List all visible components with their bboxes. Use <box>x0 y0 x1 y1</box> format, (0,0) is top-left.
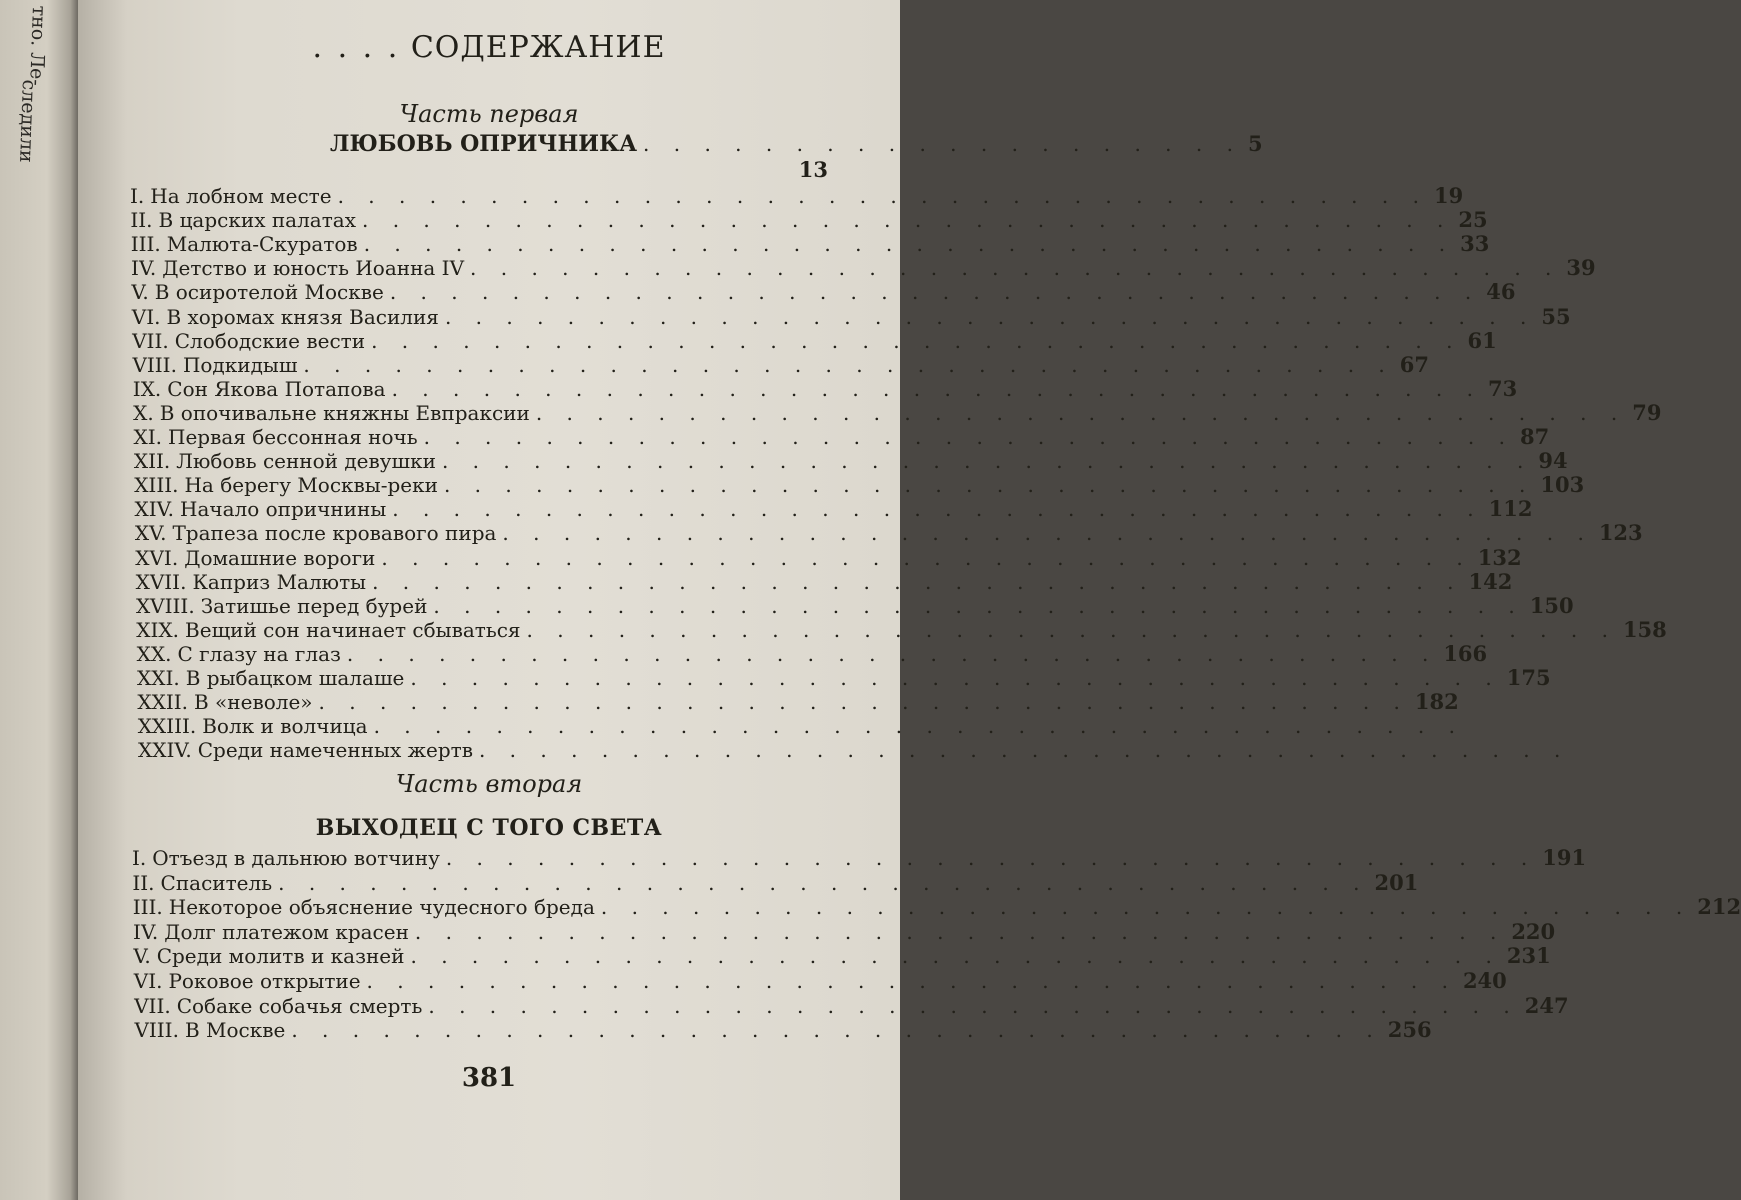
chapter-title: Отъезд в дальнюю вотчину <box>152 846 440 870</box>
leader-dots: . . . . . . . . . . . . . . . . . . . . . . . . . . . . . . . . . . . . <box>526 617 1617 642</box>
toc-entry <box>134 496 1533 522</box>
page-number: 61 <box>1467 327 1497 353</box>
leader-dots: . . . . . . . . . . . . . . . . . . . . . . . . . . . . . . . . . . . . <box>428 993 1519 1018</box>
toc-entry <box>130 207 1488 233</box>
chapter-number: I. <box>132 846 147 870</box>
toc-entry <box>134 472 1585 498</box>
chapter-number: VI. <box>131 304 161 329</box>
page-number: 166 <box>1443 640 1488 666</box>
chapter-title: В Москве <box>184 1018 286 1043</box>
toc-entry <box>130 183 1464 208</box>
chapter-title: Волк и волчица <box>202 714 368 739</box>
toc-entry <box>131 279 1516 305</box>
page-number: 240 <box>1462 968 1507 993</box>
toc-entry <box>136 616 1667 642</box>
part-two-title: ВЫХОДЕЦ С ТОГО СВЕТА <box>315 815 663 841</box>
page-number-folio: 381 <box>461 1063 517 1093</box>
chapter-title: Долг платежом красен <box>164 919 409 944</box>
chapter-title: В рыбацком шалаше <box>185 666 405 690</box>
page-number: 67 <box>1399 351 1430 377</box>
leader-dots: . . . . . . . . . . . . . . . . . . . . . . . . . . . . . . . . . . . . <box>433 593 1524 618</box>
chapter-title: Детство и юность Иоанна IV <box>162 256 465 281</box>
page-number: 142 <box>1468 568 1513 594</box>
toc-entry <box>133 918 1556 944</box>
page-number: 73 <box>1487 375 1518 401</box>
leader-dots: . . . . . . . . . . . . . . . . . . . . . . . . . . . . . . . . . . . . <box>381 545 1472 570</box>
toc-entry <box>132 869 1419 895</box>
page-number: 247 <box>1524 992 1569 1018</box>
chapter-number: XI. <box>133 425 162 449</box>
page-number: 87 <box>1520 424 1550 449</box>
leader-dots: . . . . . . . . . . . . . . . . . . . . . . . . . . . . . . . . . . . . <box>470 256 1561 281</box>
leader-dots: . . . . . . . . . . . . . . . . . . . . . . . . . . . . . . . . . . . . <box>337 184 1428 208</box>
toc-entry <box>133 448 1568 474</box>
leader-dots: . . . . . . . . . . . . . . . . . . . . . . . . . . . . . . . . . . . . <box>410 944 1501 969</box>
page-number: 46 <box>1486 279 1516 305</box>
toc-entry <box>130 231 1490 257</box>
leader-dots: . . . . . . . . . . . . . . . . . . . . . . . . . . . . . . . . . . . . <box>502 521 1593 546</box>
leader-dots: . . . . . . . . . . . . . . . . . . . . <box>643 132 1242 156</box>
chapter-number: XVI. <box>135 545 179 570</box>
toc-entry <box>131 303 1571 329</box>
leader-dots: . . . . . . . . . . . . . . . . . . . . . . . . . . . . . . . . . . . . <box>363 232 1455 257</box>
toc-entry <box>132 327 1497 353</box>
leader-dots: . . . . . . . . . . . . . . . . . . . . . . . . . . . . . . . . . . . . <box>318 690 1409 715</box>
page-number: 103 <box>1540 472 1585 498</box>
page-number: 231 <box>1506 943 1551 969</box>
chapter-number: XIV. <box>134 497 174 522</box>
toc-entry <box>135 592 1574 618</box>
page-number: 33 <box>1460 231 1490 257</box>
chapter-number: XIII. <box>134 473 179 498</box>
toc-entry <box>132 351 1430 377</box>
chapter-title: Начало опричнины <box>180 497 387 522</box>
chapter-number: XXIV. <box>138 738 192 763</box>
leader-dots: . . . . . . . . . . . . . . . . . . . . . . . . . . . . . . . . . . . . <box>278 870 1369 895</box>
table-of-contents <box>78 0 1741 1200</box>
book-page <box>78 0 1741 1200</box>
chapter-number: XV. <box>134 521 167 546</box>
leader-dots: . . . . . . . . . . . . . . . . . . . . . . . . . . . . . . . . . . . . <box>372 569 1463 594</box>
chapter-title: Собаке собачья смерть <box>176 993 423 1018</box>
chapter-title: Некоторое объяснение чудесного бреда <box>168 895 595 920</box>
chapter-number: III. <box>132 895 163 920</box>
leader-dots: . . . . . . . . . . . . . . . . . . . . . . . . . . . . . . . . . . . . <box>478 738 1570 763</box>
toc-entry <box>135 568 1513 594</box>
page-number: 132 <box>1477 544 1522 570</box>
leader-dots: . . . . . . . . . . . . . . . . . . . . . . . . . . . . . . . . . . . . <box>445 846 1537 870</box>
chapter-number: XXIII. <box>137 714 197 739</box>
toc-entry <box>138 738 1570 763</box>
leader-dots: . . . . . . . . . . . . . . . . . . . . . . . . . . . . . . . . . . . . <box>423 425 1514 449</box>
chapter-number: VIII. <box>132 352 177 377</box>
chapter-number: II. <box>132 870 155 895</box>
part-one-title: ЛЮБОВЬ ОПРИЧНИКА <box>330 131 638 157</box>
page-number: 212 <box>1697 894 1741 920</box>
chapter-number: IV. <box>133 919 159 944</box>
toc-entry <box>133 943 1551 969</box>
page-number: 201 <box>1374 869 1419 895</box>
leader-dots: . . . . . . . . . . . . . . . . . . . . . . . . . . . . . . . . . . . . <box>410 666 1501 690</box>
leader-dots: . . . . . . . . . . . . . . . . . . . . . . . . . . . . . . . . . . . . <box>373 714 1464 739</box>
chapter-number: XXII. <box>137 690 188 715</box>
toc-entry <box>133 424 1550 449</box>
chapter-number: XII. <box>133 449 171 474</box>
leader-dots: . . . . . . . . . . . . . . . . . . . . . . . . . . . . . . . . . . . . <box>366 969 1457 993</box>
chapter-number: II. <box>130 208 153 233</box>
page-number: 25 <box>1458 207 1488 233</box>
page-number: 112 <box>1488 496 1533 522</box>
page-title: . . . . СОДЕРЖАНИЕ <box>312 30 666 65</box>
chapter-number: XX. <box>136 641 172 666</box>
leader-dots: . . . . . . . . . . . . . . . . . . . . . . . . . . . . . . . . . . . . <box>391 376 1482 401</box>
page-number: 150 <box>1529 592 1574 618</box>
chapter-title: Подкидыш <box>182 352 298 377</box>
chapter-title: Каприз Малюты <box>192 569 367 594</box>
chapter-title: С глазу на глаз <box>177 641 341 666</box>
chapter-number: XXI. <box>137 666 180 690</box>
chapter-title: В царских палатах <box>158 208 356 233</box>
page-number: 19 <box>1433 183 1464 208</box>
leader-dots: . . . . . . . . . . . . . . . . . . . . . . . . . . . . . . . . . . . . <box>303 352 1394 377</box>
chapter-title: В хоромах князя Василия <box>166 304 439 329</box>
toc-entry <box>134 520 1643 546</box>
chapter-title: На лобном месте <box>150 184 332 208</box>
page-number: 79 <box>1632 399 1662 425</box>
chapter-title: На берегу Москвы-реки <box>184 473 438 498</box>
toc-entry <box>134 1017 1432 1043</box>
toc-entry <box>134 992 1569 1018</box>
chapter-title: Среди намеченных жертв <box>197 738 473 763</box>
left-page-fragment: следили <box>15 79 40 164</box>
page-number: 5 <box>1247 131 1263 156</box>
chapter-number: I. <box>130 184 145 208</box>
part-two-label: Часть вторая <box>395 770 583 798</box>
toc-entry <box>135 544 1522 570</box>
part-one-label: Часть первая <box>399 100 579 128</box>
toc-entry <box>137 665 1551 690</box>
leader-dots: . . . . . . . . . . . . . . . . . . . . . . . . . . . . . . . . . . . . <box>441 449 1533 474</box>
chapter-number: V. <box>133 944 151 969</box>
toc-entry <box>136 640 1488 666</box>
leader-dots: . . . . . . . . . . . . . . . . . . . . . . . . . . . . . . . . . . . . <box>291 1018 1382 1043</box>
page-number: 94 <box>1538 448 1568 474</box>
chapter-title: Слободские вести <box>174 328 366 353</box>
toc-entry <box>132 894 1741 920</box>
toc-entry <box>132 845 1587 870</box>
leader-dots: . . . . . . . . . . . . . . . . . . . . . . . . . . . . . . . . . . . . <box>535 400 1627 425</box>
part-one-title-row <box>330 131 1263 157</box>
chapter-number: VII. <box>134 993 171 1018</box>
chapter-number: V. <box>131 280 149 305</box>
chapter-title: Трапеза после кровавого пира <box>172 521 497 546</box>
chapter-title: Любовь сенной девушки <box>176 449 436 474</box>
chapter-title: Первая бессонная ночь <box>168 425 418 449</box>
leader-dots: . . . . . . . . . . . . . . . . . . . . . . . . . . . . . . . . . . . . <box>361 208 1453 233</box>
chapter-number: XIX. <box>136 617 180 642</box>
leader-dots: . . . . . . . . . . . . . . . . . . . . . . . . . . . . . . . . . . . . <box>389 280 1481 305</box>
page-number: 123 <box>1598 520 1643 546</box>
chapter-title: В опочивальне княжны Евпраксии <box>159 400 530 425</box>
chapter-number: XVIII. <box>135 593 195 618</box>
page-number: 55 <box>1541 303 1571 329</box>
leader-dots: . . . . . . . . . . . . . . . . . . . . . . . . . . . . . . . . . . . . <box>414 919 1506 944</box>
page-number: 39 <box>1566 255 1596 281</box>
toc-entry <box>132 375 1518 401</box>
chapter-title: Затишье перед бурей <box>200 593 428 618</box>
leader-dots: . . . . . . . . . . . . . . . . . . . . . . . . . . . . . . . . . . . . <box>443 473 1535 498</box>
leader-dots: . . . . . . . . . . . . . . . . . . . . . . . . . . . . . . . . . . . . <box>346 641 1438 666</box>
chapter-number: VIII. <box>134 1018 179 1043</box>
chapter-number: VI. <box>133 969 163 993</box>
chapter-number: X. <box>133 400 154 425</box>
leader-dots: . . . . . . . . . . . . . . . . . . . . . . . . . . . . . . . . . . . . <box>444 304 1536 329</box>
page-number: 220 <box>1511 918 1556 944</box>
chapter-title: В осиротелой Москве <box>154 280 384 305</box>
prologue-page-row <box>778 158 828 182</box>
chapter-number: III. <box>130 232 161 257</box>
chapter-title: Роковое открытие <box>168 969 361 993</box>
leader-dots: . . . . . . . . . . . . . . . . . . . . . . . . . . . . . . . . . . . . <box>600 895 1692 920</box>
toc-entry <box>131 255 1596 281</box>
chapter-title: Спаситель <box>160 870 273 895</box>
page-number: 191 <box>1542 845 1587 870</box>
chapter-title: Сон Якова Потапова <box>167 376 386 401</box>
chapter-number: IX. <box>132 376 162 401</box>
left-page-edge <box>0 0 78 1200</box>
chapter-title: В «неволе» <box>193 690 313 715</box>
chapter-title: Малюта-Скуратов <box>166 232 358 257</box>
chapter-number: VII. <box>132 328 169 353</box>
page-number: 175 <box>1506 665 1551 690</box>
chapter-title: Среди молитв и казней <box>156 944 405 969</box>
chapter-number: XVII. <box>135 569 187 594</box>
page-number: 182 <box>1414 689 1459 715</box>
toc-entry <box>137 714 1464 739</box>
toc-entry <box>133 968 1507 993</box>
chapter-number: IV. <box>131 256 157 281</box>
leader-dots: . . . . . . . . . . . . . . . . . . . . . . . . . . . . . . . . . . . . <box>371 328 1462 353</box>
page-number: 256 <box>1387 1017 1432 1043</box>
left-page-fragment: тно. Ле- <box>25 5 50 87</box>
chapter-title: Вещий сон начинает сбываться <box>185 617 521 642</box>
page-number: 158 <box>1622 616 1667 642</box>
chapter-title: Домашние вороги <box>184 545 376 570</box>
toc-entry <box>133 399 1662 425</box>
toc-entry <box>137 689 1459 715</box>
leader-dots: . . . . . . . . . . . . . . . . . . . . . . . . . . . . . . . . . . . . <box>392 497 1483 522</box>
page-number: 13 <box>798 157 828 182</box>
